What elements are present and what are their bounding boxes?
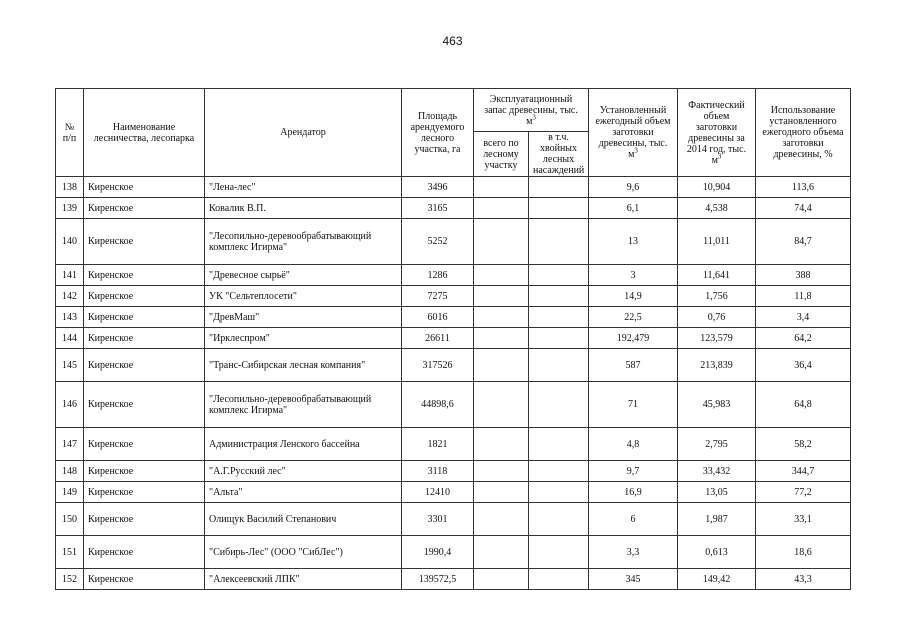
table-row (56, 428, 851, 461)
table-row (56, 569, 851, 590)
cell-established: 14,9 (589, 286, 678, 307)
header-stock-conifer: в т.ч. хвойных лесных насаждений (529, 132, 589, 177)
cell-tenant: "Алексеевский ЛПК" (205, 569, 402, 590)
cell-usage: 113,6 (756, 177, 851, 198)
cell-num: 149 (56, 482, 84, 503)
cell-stock-conifer (529, 177, 589, 198)
header-num: № п/п (56, 89, 84, 177)
cell-stock-total (474, 265, 529, 286)
cell-tenant: "Древесное сырьё" (205, 265, 402, 286)
cell-stock-conifer (529, 349, 589, 382)
cell-usage: 388 (756, 265, 851, 286)
cell-tenant: "Сибирь-Лес" (ООО "СибЛес") (205, 536, 402, 569)
cell-stock-total (474, 307, 529, 328)
cell-established: 3 (589, 265, 678, 286)
cell-forestry: Киренское (84, 219, 205, 265)
cell-actual: 11,641 (678, 265, 756, 286)
cell-stock-total (474, 286, 529, 307)
cell-stock-conifer (529, 307, 589, 328)
cell-forestry: Киренское (84, 307, 205, 328)
table-row (56, 286, 851, 307)
cell-num: 152 (56, 569, 84, 590)
cell-actual: 13,05 (678, 482, 756, 503)
cell-stock-conifer (529, 198, 589, 219)
cell-stock-conifer (529, 461, 589, 482)
table-row (56, 349, 851, 382)
cell-stock-total (474, 328, 529, 349)
cell-stock-total (474, 482, 529, 503)
table-row (56, 307, 851, 328)
table-row (56, 177, 851, 198)
cell-area: 3496 (402, 177, 474, 198)
cell-num: 150 (56, 503, 84, 536)
cell-tenant: "Лесопильно-деревообрабатывающий комплекс Игирма" (205, 219, 402, 265)
table-row (56, 461, 851, 482)
cell-stock-total (474, 461, 529, 482)
cell-established: 3,3 (589, 536, 678, 569)
cell-established: 71 (589, 382, 678, 428)
cell-usage: 11,8 (756, 286, 851, 307)
cell-tenant: Ковалик В.П. (205, 198, 402, 219)
header-tenant: Арендатор (205, 89, 402, 177)
cell-forestry: Киренское (84, 349, 205, 382)
cell-established: 4,8 (589, 428, 678, 461)
table-row (56, 328, 851, 349)
cell-num: 138 (56, 177, 84, 198)
cell-established: 192,479 (589, 328, 678, 349)
cell-tenant: "Альта" (205, 482, 402, 503)
cell-area: 5252 (402, 219, 474, 265)
cell-actual: 33,432 (678, 461, 756, 482)
table-row (56, 382, 851, 428)
cell-area: 3165 (402, 198, 474, 219)
cell-area: 44898,6 (402, 382, 474, 428)
cell-actual: 10,904 (678, 177, 756, 198)
cell-area: 317526 (402, 349, 474, 382)
cell-usage: 43,3 (756, 569, 851, 590)
cell-stock-conifer (529, 265, 589, 286)
cell-area: 139572,5 (402, 569, 474, 590)
cell-forestry: Киренское (84, 286, 205, 307)
cell-actual: 0,613 (678, 536, 756, 569)
cell-established: 9,6 (589, 177, 678, 198)
cell-actual: 1,987 (678, 503, 756, 536)
table-row (56, 503, 851, 536)
cell-area: 1286 (402, 265, 474, 286)
cell-forestry: Киренское (84, 382, 205, 428)
cell-tenant: "Транс-Сибирская лесная компания" (205, 349, 402, 382)
cell-num: 139 (56, 198, 84, 219)
cell-stock-conifer (529, 536, 589, 569)
cell-usage: 64,2 (756, 328, 851, 349)
cell-num: 144 (56, 328, 84, 349)
cell-established: 16,9 (589, 482, 678, 503)
cell-usage: 74,4 (756, 198, 851, 219)
cell-num: 146 (56, 382, 84, 428)
table-row (56, 536, 851, 569)
cell-area: 3301 (402, 503, 474, 536)
table-header (56, 89, 851, 177)
cell-actual: 45,983 (678, 382, 756, 428)
cell-area: 7275 (402, 286, 474, 307)
cell-forestry: Киренское (84, 198, 205, 219)
cell-tenant: "Лена-лес" (205, 177, 402, 198)
cell-usage: 64,8 (756, 382, 851, 428)
cell-stock-conifer (529, 569, 589, 590)
forest-lease-table (55, 88, 851, 590)
header-area: Площадь арендуемого лесного участка, га (402, 89, 474, 177)
cell-stock-conifer (529, 428, 589, 461)
cell-established: 6 (589, 503, 678, 536)
cell-actual: 149,42 (678, 569, 756, 590)
header-stock-group: Эксплуатационный запас древесины, тыс. $м^3$ (474, 89, 589, 132)
cell-num: 140 (56, 219, 84, 265)
cell-stock-total (474, 503, 529, 536)
cell-area: 12410 (402, 482, 474, 503)
cell-area: 3118 (402, 461, 474, 482)
cell-usage: 344,7 (756, 461, 851, 482)
cell-established: 587 (589, 349, 678, 382)
cell-stock-total (474, 219, 529, 265)
cell-actual: 4,538 (678, 198, 756, 219)
cell-area: 6016 (402, 307, 474, 328)
cell-stock-conifer (529, 503, 589, 536)
cell-established: 13 (589, 219, 678, 265)
cell-tenant: "Ирклеспром" (205, 328, 402, 349)
cell-stock-total (474, 177, 529, 198)
cell-stock-conifer (529, 286, 589, 307)
cell-tenant: УК "Сельтеплосети" (205, 286, 402, 307)
cell-actual: 11,011 (678, 219, 756, 265)
cell-stock-total (474, 198, 529, 219)
cell-stock-total (474, 382, 529, 428)
cell-usage: 18,6 (756, 536, 851, 569)
header-usage: Использование установленного ежегодного объема заготовки древесины, % (756, 89, 851, 177)
cell-forestry: Киренское (84, 177, 205, 198)
cell-num: 141 (56, 265, 84, 286)
cell-established: 22,5 (589, 307, 678, 328)
cell-num: 145 (56, 349, 84, 382)
cell-forestry: Киренское (84, 461, 205, 482)
cell-actual: 213,839 (678, 349, 756, 382)
table-row (56, 265, 851, 286)
cell-forestry: Киренское (84, 536, 205, 569)
cell-stock-conifer (529, 328, 589, 349)
cell-usage: 33,1 (756, 503, 851, 536)
cell-forestry: Киренское (84, 428, 205, 461)
cell-tenant: Олищук Василий Степанович (205, 503, 402, 536)
cell-actual: 1,756 (678, 286, 756, 307)
cell-num: 142 (56, 286, 84, 307)
cell-num: 148 (56, 461, 84, 482)
header-established: Установленный ежегодный объем заготовки древесины, тыс. $м^3$ (589, 89, 678, 177)
table-body (56, 177, 851, 590)
header-stock-total: всего по лесному участку (474, 132, 529, 177)
header-forestry: Наименование лесничества, лесопарка (84, 89, 205, 177)
cell-actual: 0,76 (678, 307, 756, 328)
cell-stock-total (474, 349, 529, 382)
cell-stock-conifer (529, 482, 589, 503)
cell-stock-total (474, 536, 529, 569)
cell-area: 1990,4 (402, 536, 474, 569)
cell-tenant: "Лесопильно-деревообрабатывающий комплекс Игирма" (205, 382, 402, 428)
cell-forestry: Киренское (84, 503, 205, 536)
cell-stock-total (474, 428, 529, 461)
cell-actual: 2,795 (678, 428, 756, 461)
cell-tenant: "ДревМаш" (205, 307, 402, 328)
cell-tenant: "А.Г.Русский лес" (205, 461, 402, 482)
cell-usage: 3,4 (756, 307, 851, 328)
cell-forestry: Киренское (84, 482, 205, 503)
cell-actual: 123,579 (678, 328, 756, 349)
header-actual: Фактический объем заготовки древесины за 2014 год, тыс. $м^3$ (678, 89, 756, 177)
cell-forestry: Киренское (84, 328, 205, 349)
cell-num: 147 (56, 428, 84, 461)
table-row (56, 198, 851, 219)
cell-forestry: Киренское (84, 265, 205, 286)
cell-num: 151 (56, 536, 84, 569)
cell-usage: 36,4 (756, 349, 851, 382)
cell-num: 143 (56, 307, 84, 328)
cell-stock-conifer (529, 382, 589, 428)
page-number: 463 (442, 34, 463, 48)
cell-stock-conifer (529, 219, 589, 265)
cell-stock-total (474, 569, 529, 590)
cell-area: 1821 (402, 428, 474, 461)
cell-established: 9,7 (589, 461, 678, 482)
cell-usage: 77,2 (756, 482, 851, 503)
table-row (56, 219, 851, 265)
cell-tenant: Администрация Ленского бассейна (205, 428, 402, 461)
cell-area: 26611 (402, 328, 474, 349)
table-row (56, 482, 851, 503)
cell-usage: 58,2 (756, 428, 851, 461)
cell-usage: 84,7 (756, 219, 851, 265)
cell-forestry: Киренское (84, 569, 205, 590)
cell-established: 6,1 (589, 198, 678, 219)
cell-established: 345 (589, 569, 678, 590)
